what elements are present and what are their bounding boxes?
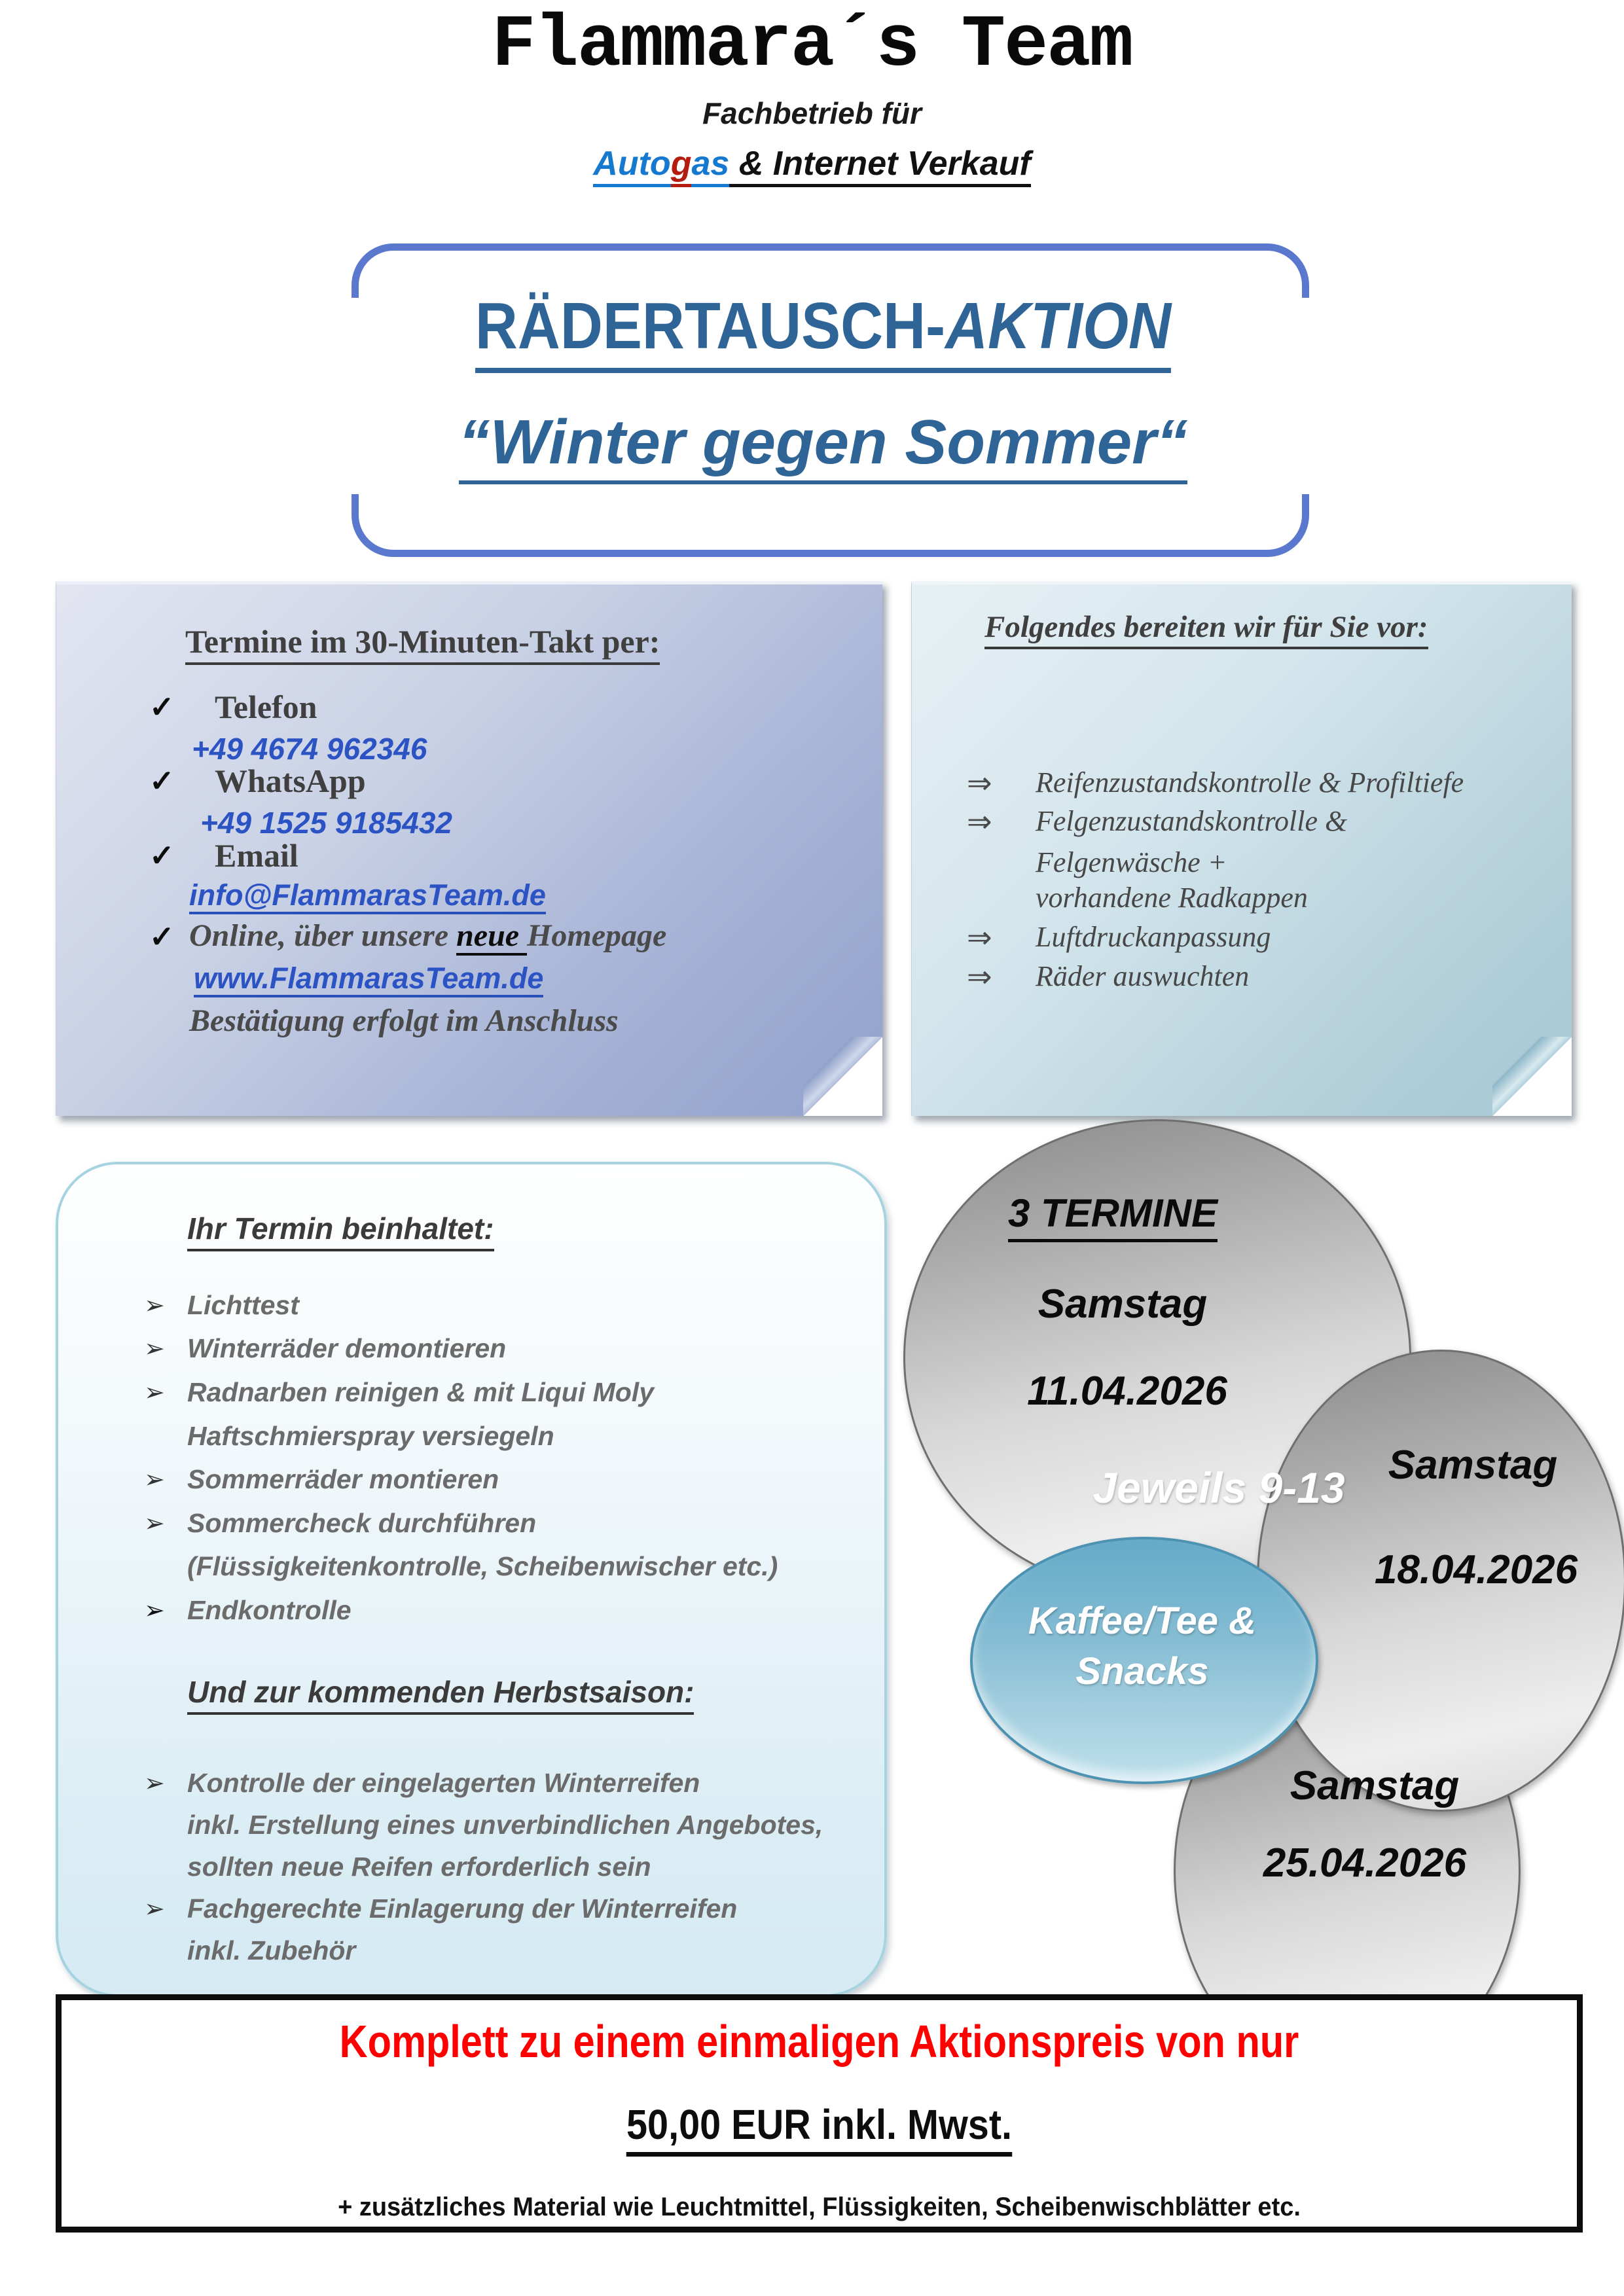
- prepare-item: Felgenzustandskontrolle &: [1036, 805, 1348, 837]
- arrowhead-bullet-icon: ➢: [144, 1770, 165, 1797]
- contact-label-email: Email: [215, 837, 298, 874]
- contact-value-telefon: +49 4674 962346: [192, 732, 427, 766]
- tagline-as: as: [691, 145, 729, 187]
- arrow-icon: ⇒: [967, 766, 992, 800]
- price-note: + zusätzliches Material wie Leuchtmittel, Flüssigkeiten, Scheibenwischblätter etc.: [338, 2193, 1301, 2221]
- promo-title: [399, 289, 1248, 373]
- snacks-line2: Snacks: [1075, 1650, 1209, 1693]
- prepare-box: [911, 581, 1572, 1116]
- contact-label-whatsapp: WhatsApp: [215, 762, 366, 799]
- check-icon: ✓: [149, 838, 175, 872]
- arrowhead-bullet-icon: ➢: [144, 1510, 165, 1537]
- autumn-section-title: Und zur kommenden Herbstsaison:: [187, 1677, 694, 1707]
- slot3-date: 25.04.2026: [1263, 1840, 1467, 1886]
- slot3-day: Samstag: [1290, 1763, 1460, 1808]
- arrow-icon: ⇒: [967, 921, 992, 954]
- price-banner: [56, 1994, 1583, 2233]
- arrowhead-bullet-icon: ➢: [144, 1895, 165, 1923]
- prepare-item-continuation: vorhandene Radkappen: [1036, 882, 1308, 914]
- slot1-date: 11.04.2026: [1027, 1369, 1227, 1414]
- appointment-box-title: Ihr Termin beinhaltet:: [187, 1213, 494, 1244]
- appointment-box: [56, 1162, 887, 1997]
- arrowhead-bullet-icon: ➢: [144, 1379, 165, 1407]
- arrow-icon: ⇒: [967, 805, 992, 838]
- online-neue-emphasis: neue: [456, 918, 527, 956]
- tagline-rest: & Internet Verkauf: [729, 145, 1030, 187]
- termine-title: 3 TERMINE: [949, 1194, 1276, 1233]
- arrowhead-bullet-icon: ➢: [144, 1335, 165, 1363]
- promo-subtitle: “Winter gegen Sommer“: [352, 411, 1295, 484]
- appointment-item: Endkontrolle: [187, 1595, 352, 1625]
- contact-box-title: Termine im 30-Minuten-Takt per:: [185, 625, 660, 658]
- promo-title-italic: AKTION: [945, 289, 1172, 363]
- appointment-item-continuation: (Flüssigkeitenkontrolle, Scheibenwischer etc.): [187, 1551, 778, 1581]
- contact-online-line: Online, über unsere neue Homepage: [189, 920, 666, 952]
- autumn-item: Fachgerechte Einlagerung der Winterreifen: [187, 1893, 738, 1924]
- appointment-item: Sommerräder montieren: [187, 1464, 499, 1494]
- website-link[interactable]: www.FlammarasTeam.de: [194, 963, 543, 997]
- appointment-item: Winterräder demontieren: [187, 1333, 507, 1363]
- contact-box: [56, 581, 882, 1116]
- appointment-item: Sommercheck durchführen: [187, 1508, 537, 1538]
- tagline-auto: Auto: [593, 145, 670, 187]
- arrowhead-bullet-icon: ➢: [144, 1292, 165, 1319]
- slot2-day: Samstag: [1388, 1443, 1558, 1488]
- tagline-g: g: [671, 145, 692, 187]
- slot1-day: Samstag: [1038, 1282, 1208, 1327]
- arrowhead-bullet-icon: ➢: [144, 1597, 165, 1624]
- snacks-line1: Kaffee/Tee &: [1028, 1600, 1257, 1642]
- company-subtitle: Fachbetrieb für: [702, 96, 922, 130]
- autumn-item: Kontrolle der eingelagerten Winterreifen: [187, 1768, 700, 1798]
- appointment-item: Radnarben reinigen & mit Liqui Moly: [187, 1377, 654, 1407]
- company-tagline: [0, 145, 1624, 184]
- promo-title-main: RÄDERTAUSCH-: [475, 289, 946, 363]
- frame-side-gap-right: [1291, 298, 1321, 494]
- contact-value-whatsapp: +49 1525 9185432: [200, 806, 453, 840]
- price-headline: Komplett zu einem einmaligen Aktionspreis von nur: [339, 2016, 1299, 2067]
- email-link[interactable]: info@FlammarasTeam.de: [189, 880, 546, 914]
- arrowhead-bullet-icon: ➢: [144, 1466, 165, 1494]
- contact-confirmation-note: Bestätigung erfolgt im Anschluss: [189, 1003, 619, 1038]
- slot2-date: 18.04.2026: [1374, 1547, 1578, 1592]
- prepare-item: Räder auswuchten: [1036, 960, 1250, 992]
- prepare-item: Reifenzustandskontrolle & Profiltiefe: [1036, 766, 1464, 798]
- page-curl-icon: [1492, 1037, 1572, 1116]
- check-icon: ✓: [149, 690, 175, 724]
- company-title: Flammara´s Team: [492, 4, 1132, 87]
- check-icon: ✓: [149, 920, 175, 954]
- appointment-item: Lichttest: [187, 1290, 299, 1320]
- appointment-item-continuation: Haftschmierspray versiegeln: [187, 1421, 554, 1451]
- page-curl-icon: [803, 1037, 882, 1116]
- prepare-item: Luftdruckanpassung: [1036, 921, 1271, 953]
- prepare-item-continuation: Felgenwäsche +: [1036, 846, 1227, 878]
- autumn-item-continuation: sollten neue Reifen erforderlich sein: [187, 1852, 651, 1882]
- autumn-item-continuation: inkl. Erstellung eines unverbindlichen Angebotes,: [187, 1810, 823, 1840]
- prepare-box-title: Folgendes bereiten wir für Sie vor:: [984, 612, 1428, 643]
- price-value: 50,00 EUR inkl. Mwst.: [137, 2104, 1502, 2157]
- time-note: Jeweils 9-13: [1092, 1463, 1345, 1512]
- autumn-item-continuation: inkl. Zubehör: [187, 1935, 356, 1965]
- contact-label-telefon: Telefon: [215, 689, 317, 725]
- check-icon: ✓: [149, 764, 175, 798]
- arrow-icon: ⇒: [967, 960, 992, 994]
